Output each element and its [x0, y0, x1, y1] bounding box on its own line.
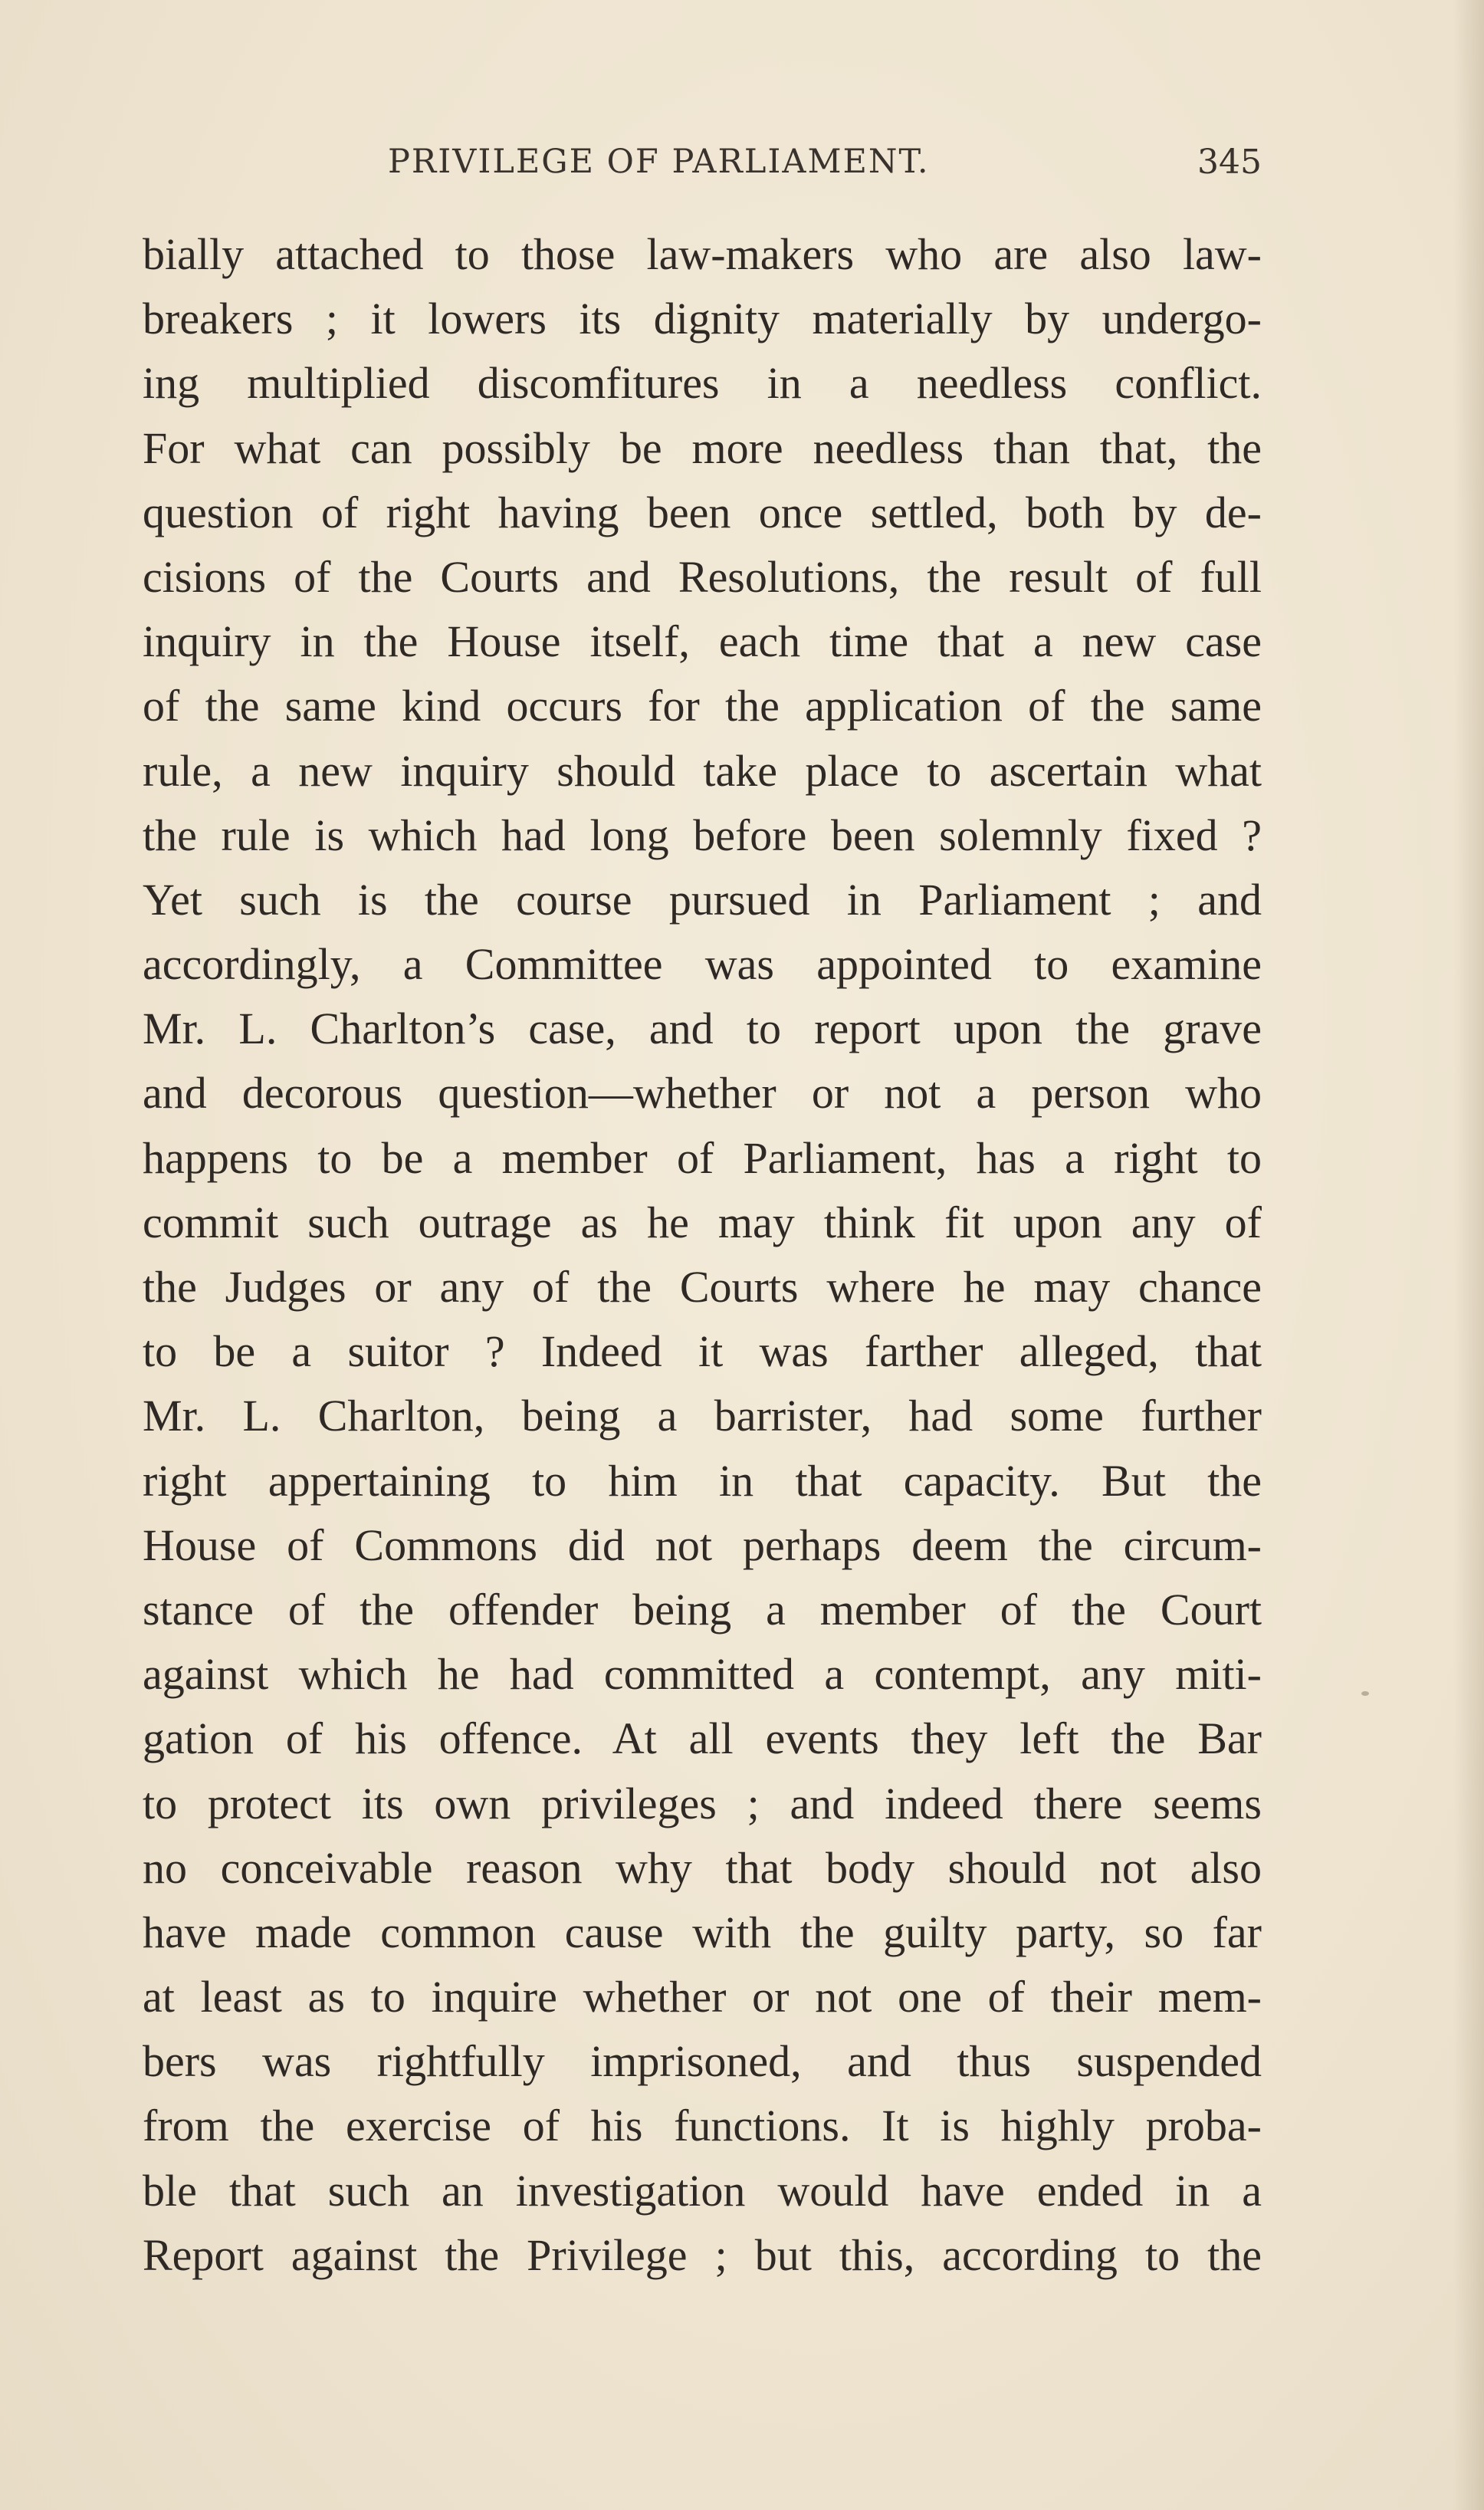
text-line: of the same kind occurs for the application of the same — [143, 681, 1262, 731]
text-line: have made common cause with the guilty party, so far — [143, 1907, 1262, 1957]
text-line: against which he had committed a contempt, any miti- — [143, 1649, 1262, 1700]
text-line: Yet such is the course pursued in Parliament ; and — [143, 874, 1262, 925]
text-line: accordingly, a Committee was appointed to examine — [143, 939, 1262, 990]
text-line: right appertaining to him in that capacity. But the — [143, 1455, 1262, 1506]
text-line: commit such outrage as he may think fit upon any of — [143, 1197, 1262, 1247]
text-line: question of right having been once settled, both by de- — [143, 487, 1262, 537]
text-line: to be a suitor ? Indeed it was farther alleged, that — [143, 1326, 1262, 1377]
text-line: ing multiplied discomfitures in a needless conflict. — [143, 358, 1262, 409]
page-header — [143, 143, 1262, 196]
text-line: the Judges or any of the Courts where he may chance — [143, 1262, 1262, 1312]
text-line: no conceivable reason why that body should not also — [143, 1842, 1262, 1893]
text-line: from the exercise of his functions. It is highly proba- — [143, 2101, 1262, 2151]
text-line: cisions of the Courts and Resolutions, the result of full — [143, 551, 1262, 602]
text-line: gation of his offence. At all events they left the Bar — [143, 1713, 1262, 1764]
text-line: breakers ; it lowers its dignity materially by undergo- — [143, 294, 1262, 344]
body-text — [143, 222, 1262, 2288]
text-line: bially attached to those law-makers who are also law- — [143, 229, 1262, 279]
page-edge-shadow — [1453, 0, 1484, 2510]
text-line: Mr. L. Charlton, being a barrister, had some further — [143, 1391, 1262, 1441]
text-line: at least as to inquire whether or not one of their mem- — [143, 1972, 1262, 2022]
text-line: For what can possibly be more needless than that, the — [143, 422, 1262, 473]
text-line: House of Commons did not perhaps deem the circum- — [143, 1519, 1262, 1570]
text-line: stance of the offender being a member of the Court — [143, 1584, 1262, 1634]
text-line: to protect its own privileges ; and indeed there seems — [143, 1778, 1262, 1828]
text-line: the rule is which had long before been solemnly fixed ? — [143, 810, 1262, 860]
text-line: Mr. L. Charlton’s case, and to report upon the grave — [143, 1004, 1262, 1054]
text-line: ble that such an investigation would have ended in a — [143, 2165, 1262, 2216]
text-line: Report against the Privilege ; but this, according to the — [143, 2229, 1262, 2280]
text-line: and decorous question—whether or not a person who — [143, 1068, 1262, 1119]
text-line: happens to be a member of Parliament, has a right to — [143, 1132, 1262, 1183]
text-line: inquiry in the House itself, each time that a new case — [143, 616, 1262, 667]
page-number: 345 — [1197, 143, 1262, 182]
text-line: bers was rightfully imprisoned, and thus suspended — [143, 2036, 1262, 2087]
text-line: rule, a new inquiry should take place to ascertain what — [143, 745, 1262, 796]
running-title: PRIVILEGE OF PARLIAMENT. — [388, 143, 930, 181]
paper-speck — [1361, 1691, 1369, 1696]
